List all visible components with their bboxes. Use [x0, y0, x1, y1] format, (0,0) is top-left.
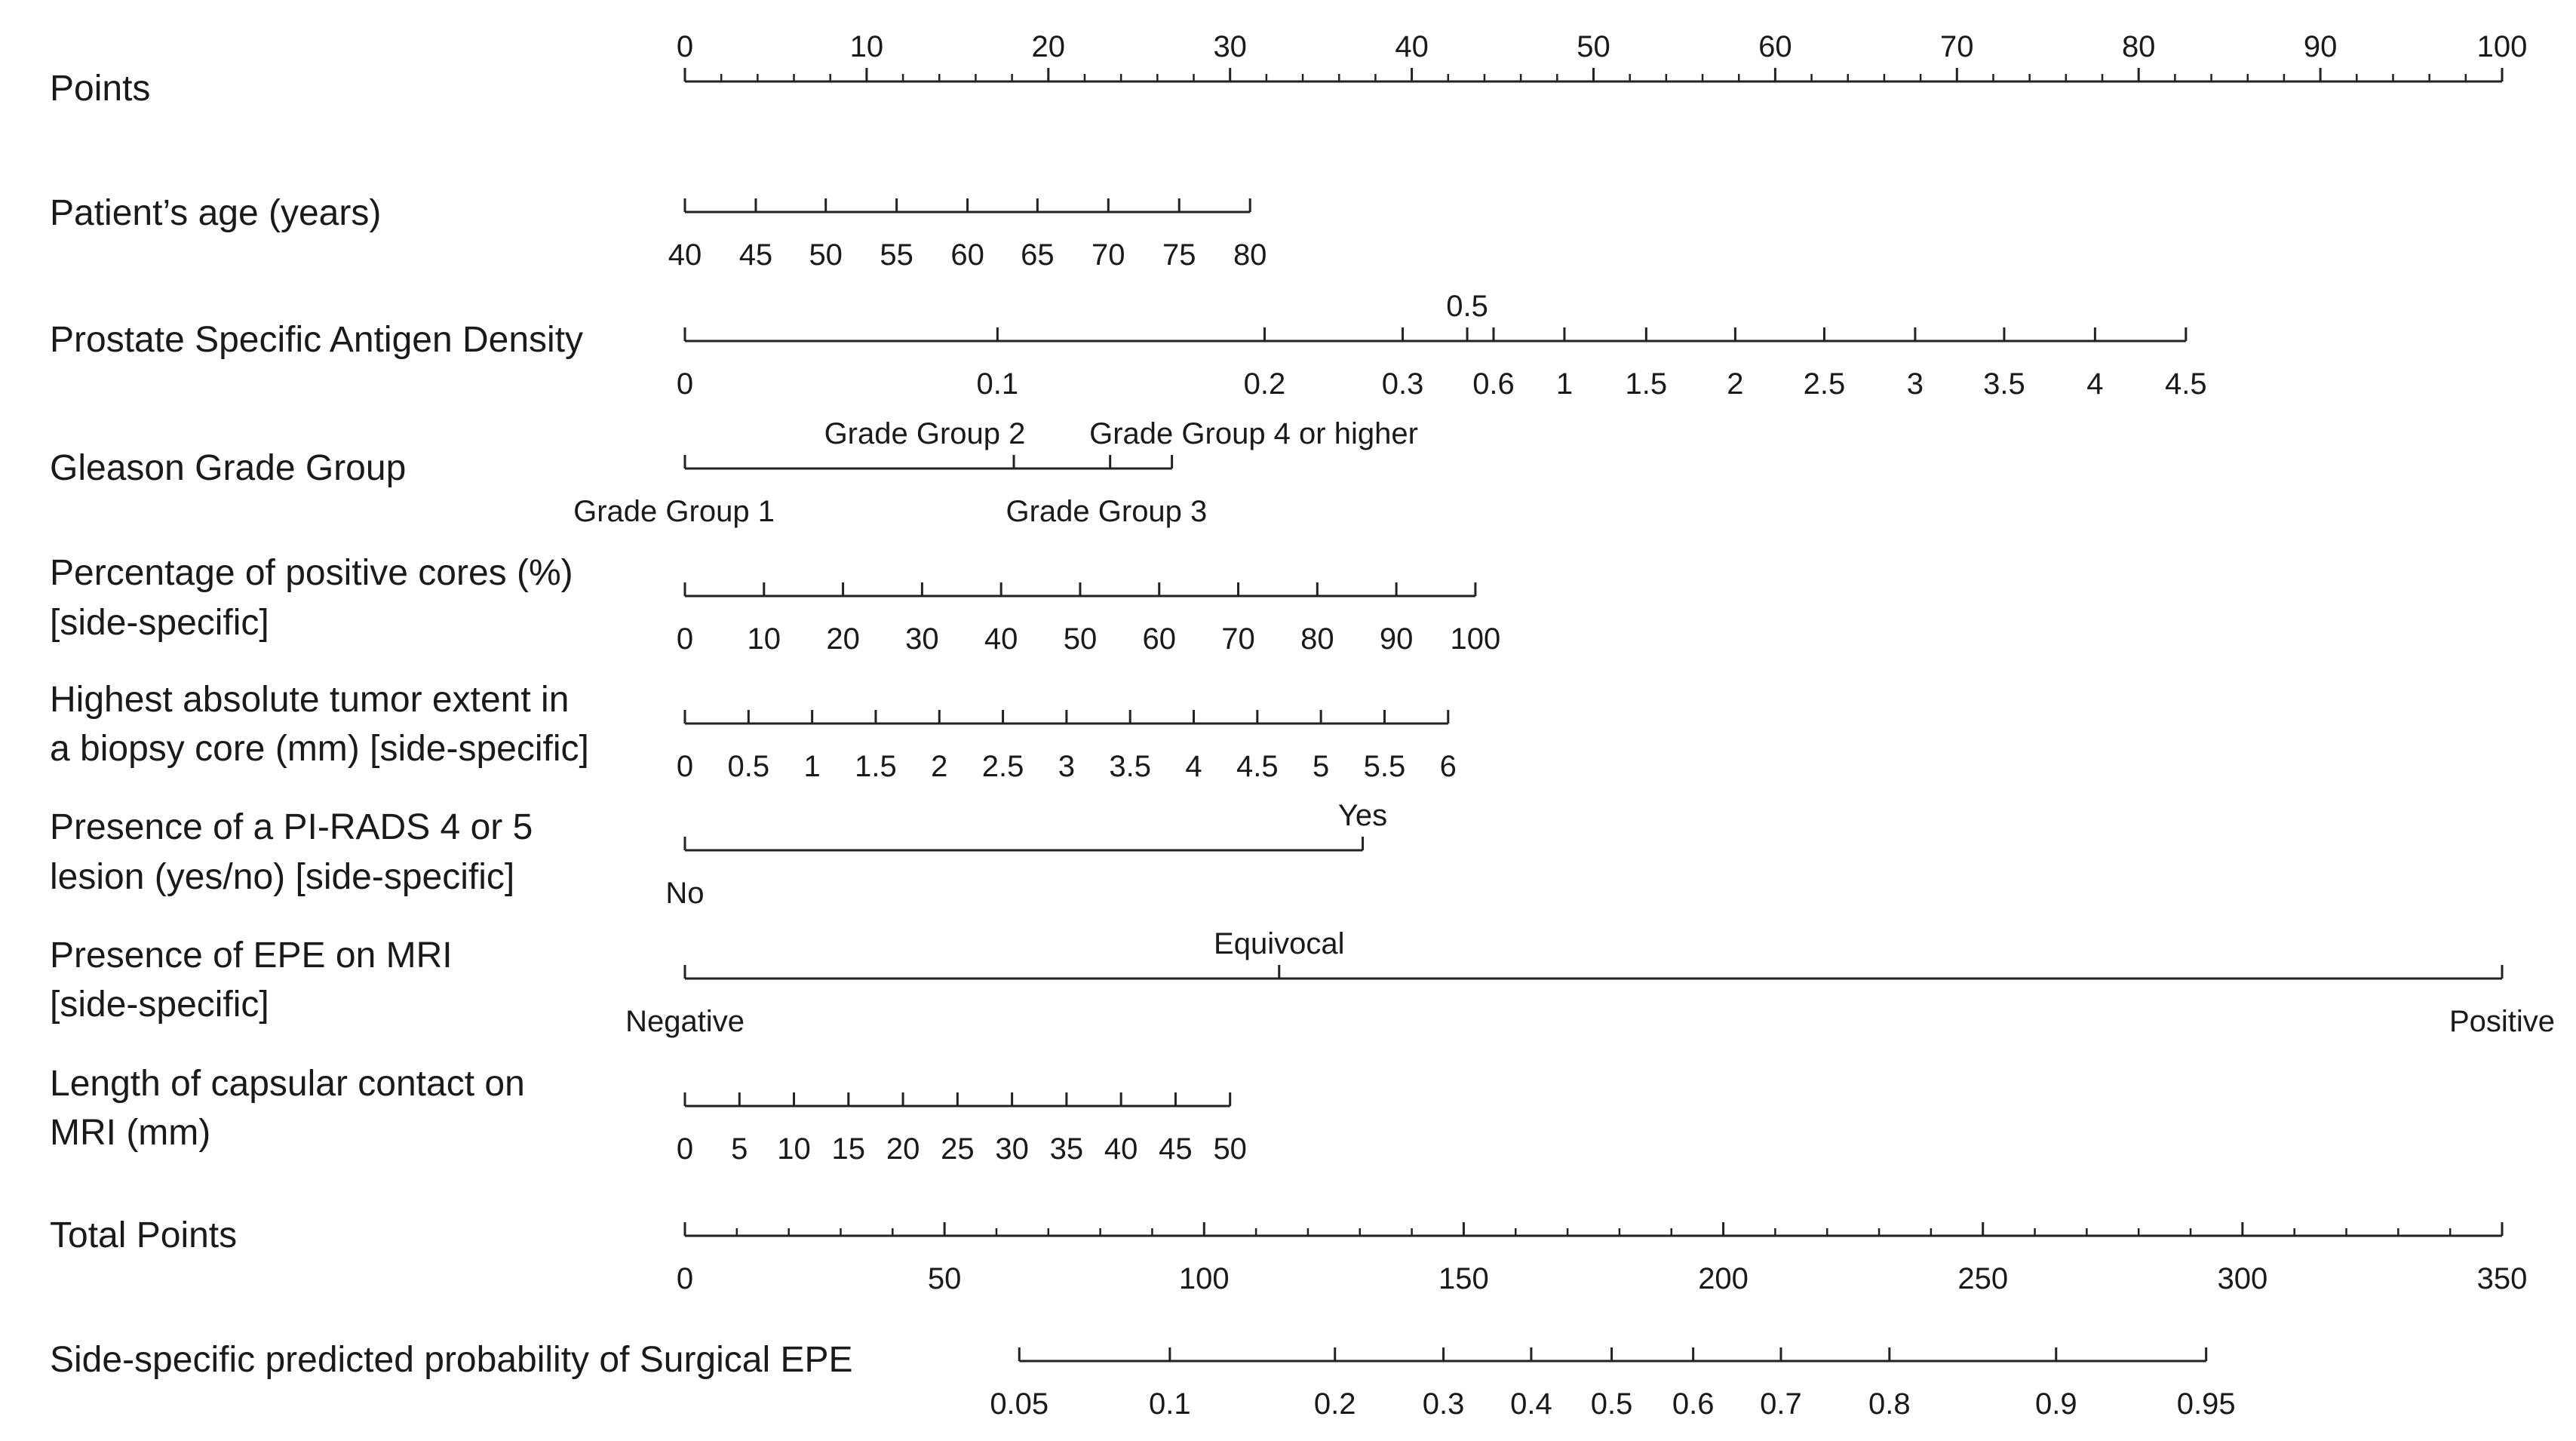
tick-label-65: 65 — [1021, 238, 1055, 272]
tick-label-3: 3 — [1906, 367, 1924, 401]
tick-label-3: 3 — [1058, 750, 1076, 783]
tick-label-70: 70 — [1940, 30, 1974, 63]
row-label: Presence of a PI-RADS 4 or 5 — [50, 807, 533, 847]
tick-label-grade-group-1: Grade Group 1 — [573, 495, 775, 528]
nomogram-row-9 — [50, 1064, 1247, 1166]
tick-label-0: 0 — [676, 30, 694, 63]
tick-label-200: 200 — [1698, 1262, 1749, 1295]
row-label: [side-specific] — [50, 985, 269, 1025]
row-label: Points — [50, 69, 151, 109]
tick-label-1-5: 1.5 — [1625, 367, 1668, 401]
tick-label-0-6: 0.6 — [1472, 367, 1515, 401]
tick-label-15: 15 — [831, 1132, 866, 1166]
tick-label-0-9: 0.9 — [2034, 1387, 2077, 1421]
tick-label-30: 30 — [905, 622, 939, 656]
row-label: a biopsy core (mm) [side-specific] — [50, 729, 589, 769]
tick-label-4: 4 — [2086, 367, 2104, 401]
nomogram-row-1 — [50, 30, 2527, 109]
tick-label-55: 55 — [880, 238, 913, 272]
tick-label-grade-group-3: Grade Group 3 — [1006, 495, 1208, 528]
tick-label-100: 100 — [1178, 1262, 1230, 1295]
tick-label-0-2: 0.2 — [1243, 367, 1286, 401]
tick-label-positive: Positive — [2449, 1005, 2556, 1038]
tick-label-50: 50 — [1577, 30, 1610, 63]
tick-label-100: 100 — [1450, 622, 1501, 656]
tick-label-0-3: 0.3 — [1422, 1387, 1465, 1421]
tick-label-negative: Negative — [625, 1005, 745, 1038]
tick-label-3-5: 3.5 — [1983, 367, 2025, 401]
tick-label-0: 0 — [676, 367, 694, 401]
row-label: Gleason Grade Group — [50, 448, 407, 488]
row-label: Side-specific predicted probability of Surgical EPE — [50, 1340, 853, 1380]
row-label: Patient’s age (years) — [50, 193, 382, 233]
tick-label-2-5: 2.5 — [981, 750, 1024, 783]
tick-label-100: 100 — [2476, 30, 2528, 63]
nomogram-row-3 — [50, 290, 2207, 401]
tick-label-0-7: 0.7 — [1760, 1387, 1802, 1421]
tick-label-70: 70 — [1091, 238, 1125, 272]
tick-label-0-05: 0.05 — [990, 1387, 1049, 1421]
tick-label-5-5: 5.5 — [1363, 750, 1406, 783]
tick-label-45: 45 — [1159, 1132, 1193, 1166]
tick-label-30: 30 — [1213, 30, 1247, 63]
tick-label-90: 90 — [2303, 30, 2338, 63]
tick-label-5: 5 — [731, 1132, 748, 1166]
tick-label-10: 10 — [747, 622, 781, 656]
tick-label-60: 60 — [1142, 622, 1176, 656]
tick-label-2: 2 — [1727, 367, 1744, 401]
tick-label-4: 4 — [1185, 750, 1202, 783]
tick-label-350: 350 — [2476, 1262, 2528, 1295]
row-label: Highest absolute tumor extent in — [50, 680, 570, 720]
tick-label-5: 5 — [1313, 750, 1330, 783]
tick-label-4-5: 4.5 — [1236, 750, 1279, 783]
tick-label-0-1: 0.1 — [976, 367, 1019, 401]
tick-label-40: 40 — [984, 622, 1018, 656]
tick-label-0-4: 0.4 — [1510, 1387, 1552, 1421]
tick-label-3-5: 3.5 — [1109, 750, 1152, 783]
row-label: Total Points — [50, 1215, 238, 1255]
tick-label-4-5: 4.5 — [2165, 367, 2207, 401]
tick-label-70: 70 — [1221, 622, 1255, 656]
tick-label-no: No — [665, 877, 705, 910]
nomogram-row-10 — [50, 1215, 2527, 1295]
tick-label-60: 60 — [1758, 30, 1792, 63]
nomogram-row-2 — [50, 193, 1267, 272]
tick-label-50: 50 — [1063, 622, 1098, 656]
tick-label-0-2: 0.2 — [1313, 1387, 1356, 1421]
tick-label-0-6: 0.6 — [1672, 1387, 1715, 1421]
tick-label-75: 75 — [1162, 238, 1196, 272]
row-label: MRI (mm) — [50, 1113, 211, 1153]
tick-label-grade-group-4-or-higher: Grade Group 4 or higher — [1089, 417, 1418, 450]
tick-label-40: 40 — [1395, 30, 1429, 63]
tick-label-150: 150 — [1438, 1262, 1489, 1295]
tick-label-45: 45 — [738, 238, 773, 272]
tick-label-80: 80 — [1300, 622, 1334, 656]
row-label: Prostate Specific Antigen Density — [50, 320, 584, 360]
tick-label-0-3: 0.3 — [1381, 367, 1424, 401]
row-label: Length of capsular contact on — [50, 1064, 525, 1104]
tick-label-50: 50 — [1213, 1132, 1247, 1166]
nomogram-row-11 — [50, 1340, 2236, 1421]
tick-label-80: 80 — [1233, 238, 1267, 272]
tick-label-50: 50 — [809, 238, 843, 272]
tick-label-25: 25 — [941, 1132, 975, 1166]
tick-label-equivocal: Equivocal — [1214, 927, 1345, 960]
tick-label-0-95: 0.95 — [2176, 1387, 2236, 1421]
nomogram-row-8 — [50, 927, 2555, 1038]
tick-label-40: 40 — [1104, 1132, 1138, 1166]
tick-label-40: 40 — [668, 238, 702, 272]
tick-label-20: 20 — [886, 1132, 920, 1166]
tick-label-6: 6 — [1439, 750, 1457, 783]
tick-label-1: 1 — [803, 750, 821, 783]
tick-label-20: 20 — [1031, 30, 1066, 63]
tick-label-yes: Yes — [1337, 799, 1388, 832]
tick-label-30: 30 — [995, 1132, 1029, 1166]
tick-label-35: 35 — [1049, 1132, 1084, 1166]
tick-label-250: 250 — [1957, 1262, 2009, 1295]
tick-label-0-8: 0.8 — [1868, 1387, 1911, 1421]
tick-label-0-5: 0.5 — [1590, 1387, 1633, 1421]
tick-label-300: 300 — [2217, 1262, 2268, 1295]
tick-label-grade-group-2: Grade Group 2 — [824, 417, 1026, 450]
tick-label-1: 1 — [1555, 367, 1574, 401]
tick-label-50: 50 — [927, 1262, 962, 1295]
row-label: lesion (yes/no) [side-specific] — [50, 857, 515, 897]
tick-label-0-5: 0.5 — [727, 750, 770, 783]
tick-label-0-5: 0.5 — [1446, 290, 1488, 323]
row-label: [side-specific] — [50, 603, 269, 643]
nomogram-row-6 — [50, 680, 1457, 783]
tick-label-0-1: 0.1 — [1149, 1387, 1191, 1421]
nomogram-row-7 — [50, 799, 1387, 910]
tick-label-20: 20 — [826, 622, 860, 656]
row-label: Presence of EPE on MRI — [50, 936, 453, 976]
tick-label-10: 10 — [849, 30, 884, 63]
tick-label-10: 10 — [777, 1132, 811, 1166]
tick-label-60: 60 — [950, 238, 984, 272]
tick-label-2-5: 2.5 — [1803, 367, 1846, 401]
tick-label-80: 80 — [2121, 30, 2156, 63]
tick-label-0: 0 — [676, 622, 694, 656]
tick-label-0: 0 — [676, 750, 694, 783]
tick-label-1-5: 1.5 — [855, 750, 897, 783]
tick-label-0: 0 — [676, 1132, 694, 1166]
nomogram-row-4 — [50, 417, 1418, 528]
tick-label-2: 2 — [931, 750, 948, 783]
tick-label-0: 0 — [676, 1262, 694, 1295]
row-label: Percentage of positive cores (%) — [50, 553, 573, 593]
nomogram-row-5 — [50, 553, 1500, 656]
tick-label-90: 90 — [1379, 622, 1414, 656]
